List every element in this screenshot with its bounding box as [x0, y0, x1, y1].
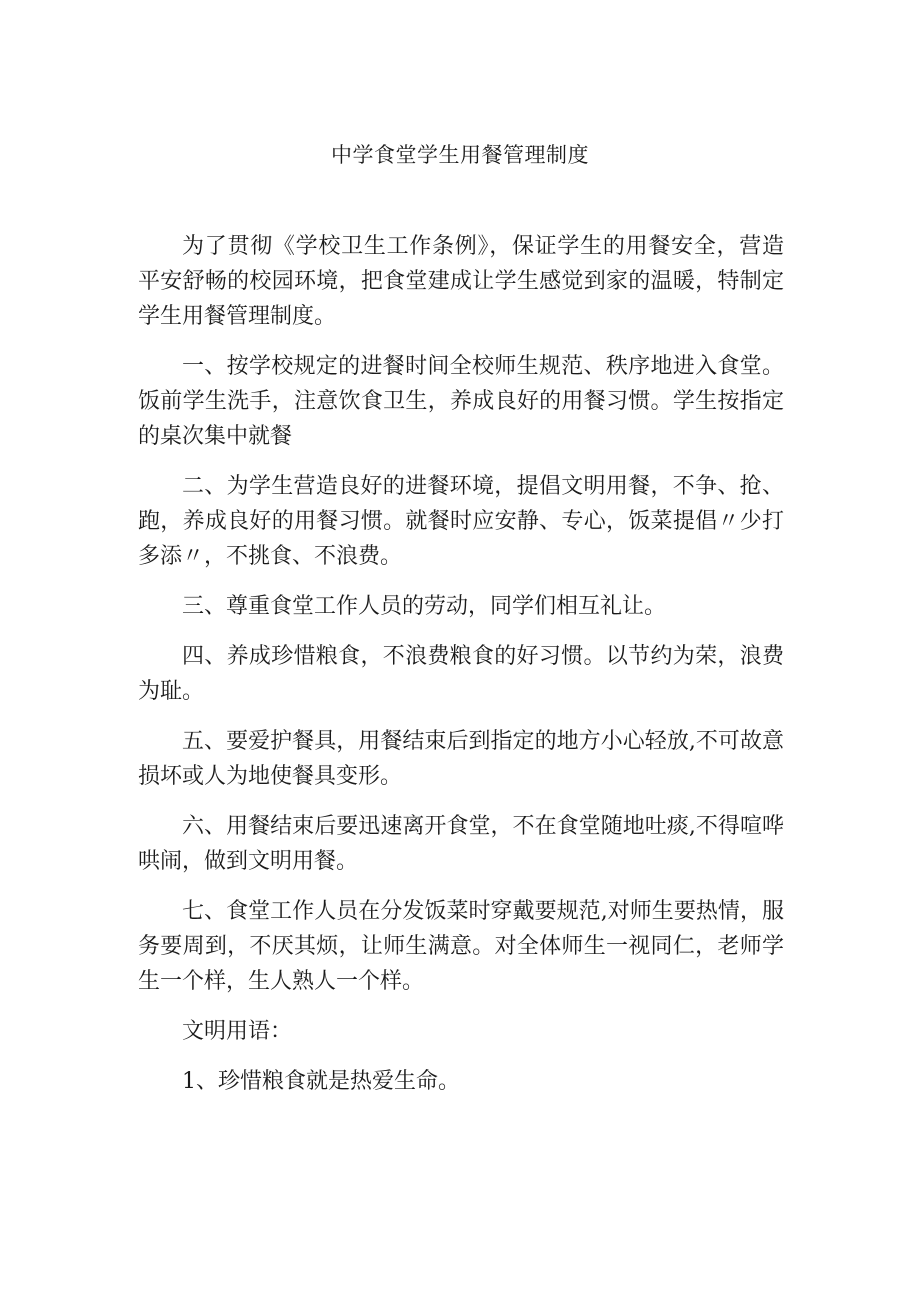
paragraph-rule-5: 五、要爱护餐具，用餐结束后到指定的地方小心轻放,不可故意损坏或人为地使餐具变形。	[138, 729, 784, 789]
paragraph-civil-terms-heading: 文明用语：	[182, 1019, 293, 1044]
paragraph-rule-6: 六、用餐结束后要迅速离开食堂，不在食堂随地吐痰,不得喧哗哄闹，做到文明用餐。	[138, 814, 784, 874]
paragraph-intro: 为了贯彻《学校卫生工作条例》，保证学生的用餐安全，营造平安舒畅的校园环境，把食堂建成让学生感觉到家的温暖，特制定学生用餐管理制度。	[138, 234, 784, 329]
paragraph-rule-1: 一、按学校规定的进餐时间全校师生规范、秩序地进入食堂。饭前学生洗手，注意饮食卫生，养成良好的用餐习惯。学生按指定的桌次集中就餐	[138, 354, 784, 449]
paragraph-rule-2: 二、为学生营造良好的进餐环境，提倡文明用餐，不争、抢、跑，养成良好的用餐习惯。就餐时应安静、专心，饭菜提倡〃少打多添〃，不挑食、不浪费。	[138, 474, 784, 569]
paragraph-rule-3: 三、尊重食堂工作人员的劳动，同学们相互礼让。	[182, 594, 667, 619]
paragraph-rule-4: 四、养成珍惜粮食，不浪费粮食的好习惯。以节约为荣，浪费为耻。	[138, 644, 784, 704]
paragraph-rule-7: 七、食堂工作人员在分发饭菜时穿戴要规范,对师生要热情，服务要周到，不厌其烦，让师生满意。对全体师生一视同仁，老师学生一个样，生人熟人一个样。	[138, 899, 784, 994]
paragraph-civil-term-1: 1、珍惜粮食就是热爱生命。	[182, 1069, 460, 1094]
document-body	[138, 229, 784, 1114]
document-title: 中学食堂学生用餐管理制度	[331, 143, 589, 167]
